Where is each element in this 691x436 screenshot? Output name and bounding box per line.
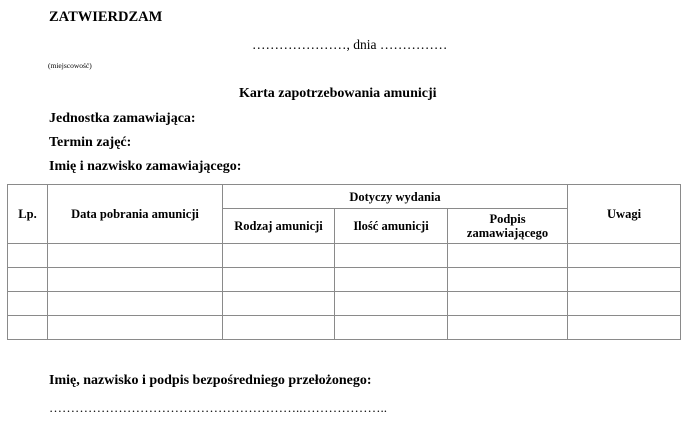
table-cell[interactable]	[8, 244, 48, 268]
place-date-line: …………………, dnia ……………	[252, 37, 448, 52]
col-header-remarks: Uwagi	[568, 185, 681, 244]
ordering-unit-label: Jednostka zamawiająca:	[49, 111, 196, 126]
table-cell[interactable]	[48, 316, 223, 340]
orderer-name-label: Imię i nazwisko zamawiającego:	[49, 159, 242, 174]
table-cell[interactable]	[48, 268, 223, 292]
table-cell[interactable]	[8, 316, 48, 340]
col-header-ammo-type: Rodzaj amunicji	[223, 209, 335, 244]
table-cell[interactable]	[48, 292, 223, 316]
document-title: Karta zapotrzebowania amunicji	[239, 86, 437, 101]
table-cell[interactable]	[335, 292, 448, 316]
table-cell[interactable]	[568, 244, 681, 268]
table-cell[interactable]	[335, 268, 448, 292]
table-row	[8, 316, 681, 340]
table-row	[8, 292, 681, 316]
table-cell[interactable]	[335, 316, 448, 340]
ammunition-table	[7, 184, 681, 340]
table-cell[interactable]	[223, 244, 335, 268]
table-cell[interactable]	[335, 244, 448, 268]
class-date-label: Termin zajęć:	[49, 135, 132, 150]
table-cell[interactable]	[48, 244, 223, 268]
col-header-signature: Podpis zamawiającego	[448, 209, 568, 244]
supervisor-signature-line: …………………………………………………..………………..	[49, 400, 387, 415]
table-cell[interactable]	[448, 268, 568, 292]
table-cell[interactable]	[223, 316, 335, 340]
table-cell[interactable]	[568, 268, 681, 292]
table-cell[interactable]	[8, 292, 48, 316]
approve-heading: ZATWIERDZAM	[49, 9, 163, 25]
place-caption: (miejscowość)	[48, 61, 92, 70]
table-cell[interactable]	[448, 244, 568, 268]
table-cell[interactable]	[8, 268, 48, 292]
table-cell[interactable]	[568, 292, 681, 316]
table-cell[interactable]	[223, 292, 335, 316]
table-cell[interactable]	[448, 316, 568, 340]
table-row	[8, 268, 681, 292]
table-cell[interactable]	[448, 292, 568, 316]
col-header-ammo-qty: Ilość amunicji	[335, 209, 448, 244]
col-group-header: Dotyczy wydania	[223, 185, 568, 209]
table-cell[interactable]	[568, 316, 681, 340]
col-header-no: Lp.	[8, 185, 48, 244]
table-row	[8, 244, 681, 268]
col-header-pickup-date: Data pobrania amunicji	[48, 185, 223, 244]
table-cell[interactable]	[223, 268, 335, 292]
supervisor-signature-label: Imię, nazwisko i podpis bezpośredniego przełożonego:	[49, 373, 372, 388]
